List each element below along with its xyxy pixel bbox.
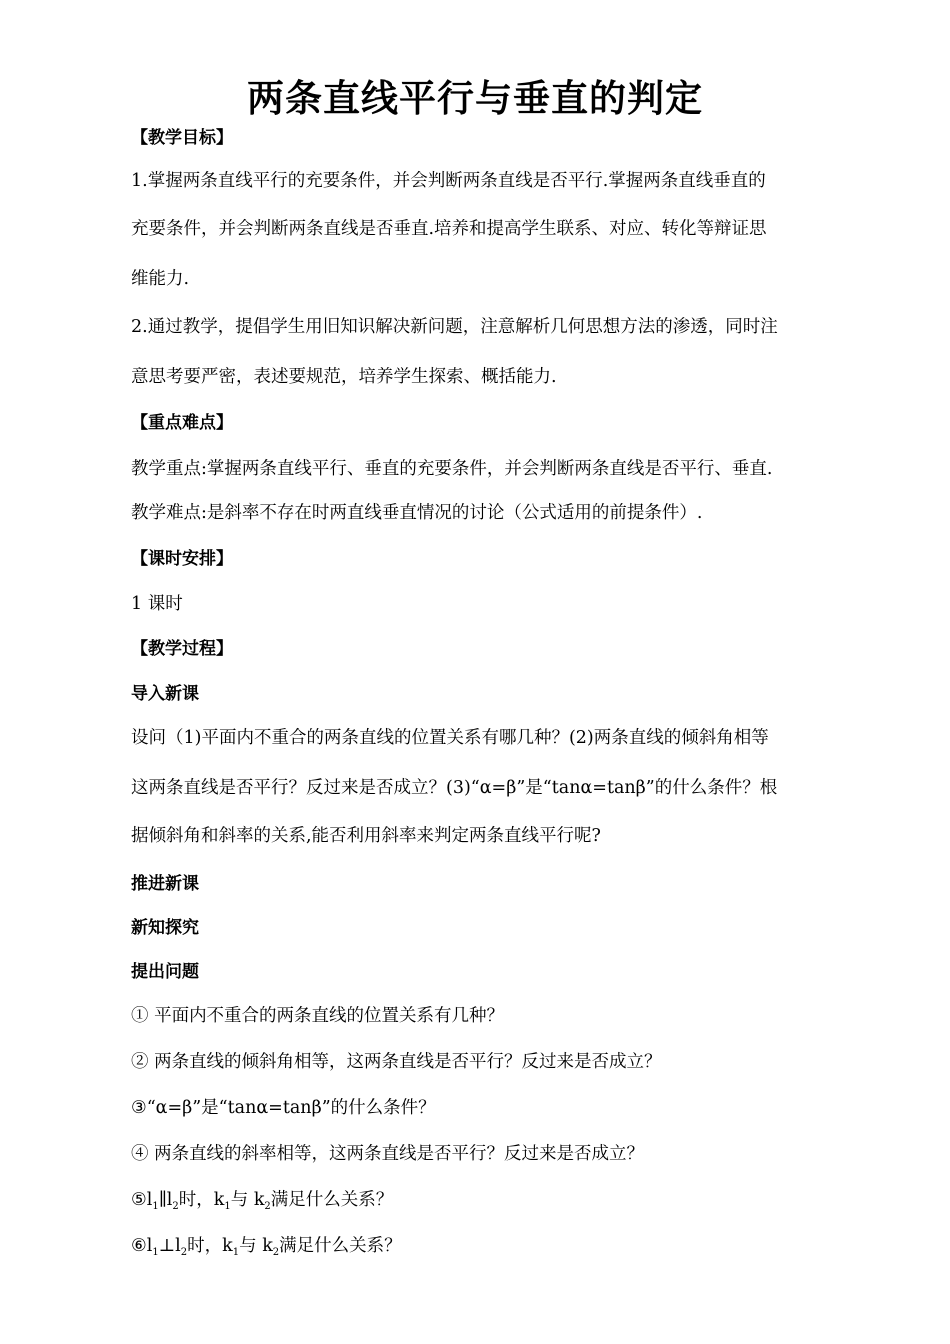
q5-line-symbol: l [146, 1190, 153, 1210]
goals-heading: 【教学目标】 [131, 128, 233, 148]
q6-line-symbol: l [146, 1236, 153, 1256]
schedule: 1 课时 [131, 594, 183, 614]
process-heading: 【教学过程】 [131, 639, 233, 659]
q6-line1-subscript: 1 [152, 1247, 159, 1258]
goal2-line1: 2.通过教学，提倡学生用旧知识解决新问题，注意解析几何思想方法的渗透，同时注 [131, 317, 778, 337]
q6-text3: 满足什么关系？ [279, 1236, 402, 1256]
q5-line2-subscript: 2 [172, 1201, 179, 1212]
q6-k2-subscript: 2 [272, 1247, 280, 1258]
question-5 [131, 1187, 831, 1216]
q5-text1: 时，k [178, 1190, 225, 1210]
q5-line1-subscript: 1 [152, 1201, 159, 1212]
page-title: 两条直线平行与垂直的判定 [247, 77, 703, 120]
goal2-line2: 意思考要严密，表述要规范，培养学生探索、概括能力. [131, 367, 557, 387]
questions-heading: 提出问题 [131, 962, 199, 982]
question-3: ③“α=β”是“tanα=tanβ”的什么条件？ [131, 1098, 436, 1118]
q5-line2-symbol: l [166, 1190, 173, 1210]
question-2: ② 两条直线的倾斜角相等，这两条直线是否平行？反过来是否成立？ [131, 1052, 662, 1072]
q6-perpendicular-symbol: ⊥ [158, 1236, 176, 1256]
q5-text3: 满足什么关系？ [270, 1190, 394, 1210]
q5-parallel-symbol: ∥ [158, 1190, 167, 1210]
q6-line2-subscript: 2 [180, 1247, 188, 1258]
intro-line1: 设问（1)平面内不重合的两条直线的位置关系有哪几种？(2)两条直线的倾斜角相等 [131, 728, 769, 748]
q5-k1-subscript: 1 [224, 1201, 231, 1212]
explore-heading: 新知探究 [131, 918, 199, 938]
q5-k2-subscript: 2 [264, 1201, 271, 1212]
intro-line3: 据倾斜角和斜率的关系,能否利用斜率来判定两条直线平行呢? [131, 826, 601, 846]
q6-k1-subscript: 1 [232, 1247, 240, 1258]
q6-line2-symbol: l [175, 1236, 181, 1256]
goal1-line3: 维能力. [131, 269, 190, 289]
key-point: 教学重点:掌握两条直线平行、垂直的充要条件，并会判断两条直线是否平行、垂直. [131, 459, 773, 479]
intro-line2: 这两条直线是否平行？反过来是否成立？(3)“α=β”是“tanα=tanβ”的什么条件？根 [131, 778, 778, 798]
key-heading: 【重点难点】 [131, 413, 233, 433]
q6-text1: 时，k [187, 1236, 233, 1256]
question-6 [131, 1233, 831, 1262]
goal1-line2: 充要条件，并会判断两条直线是否垂直.培养和提高学生联系、对应、转化等辩证思 [131, 219, 767, 239]
q5-number: ⑤ [131, 1190, 147, 1210]
q6-number: ⑥ [131, 1236, 147, 1256]
schedule-heading: 【课时安排】 [131, 549, 233, 569]
goal1-line1: 1.掌握两条直线平行的充要条件，并会判断两条直线是否平行.掌握两条直线垂直的 [131, 171, 766, 191]
advance-heading: 推进新课 [131, 874, 199, 894]
question-1: ① 平面内不重合的两条直线的位置关系有几种？ [131, 1006, 505, 1026]
q6-text2: 与 k [239, 1236, 273, 1256]
difficulty: 教学难点:是斜率不存在时两直线垂直情况的讨论（公式适用的前提条件）. [131, 503, 703, 523]
q5-text2: 与 k [230, 1190, 265, 1210]
intro-heading: 导入新课 [131, 684, 199, 704]
question-4: ④ 两条直线的斜率相等，这两条直线是否平行？反过来是否成立？ [131, 1144, 645, 1164]
